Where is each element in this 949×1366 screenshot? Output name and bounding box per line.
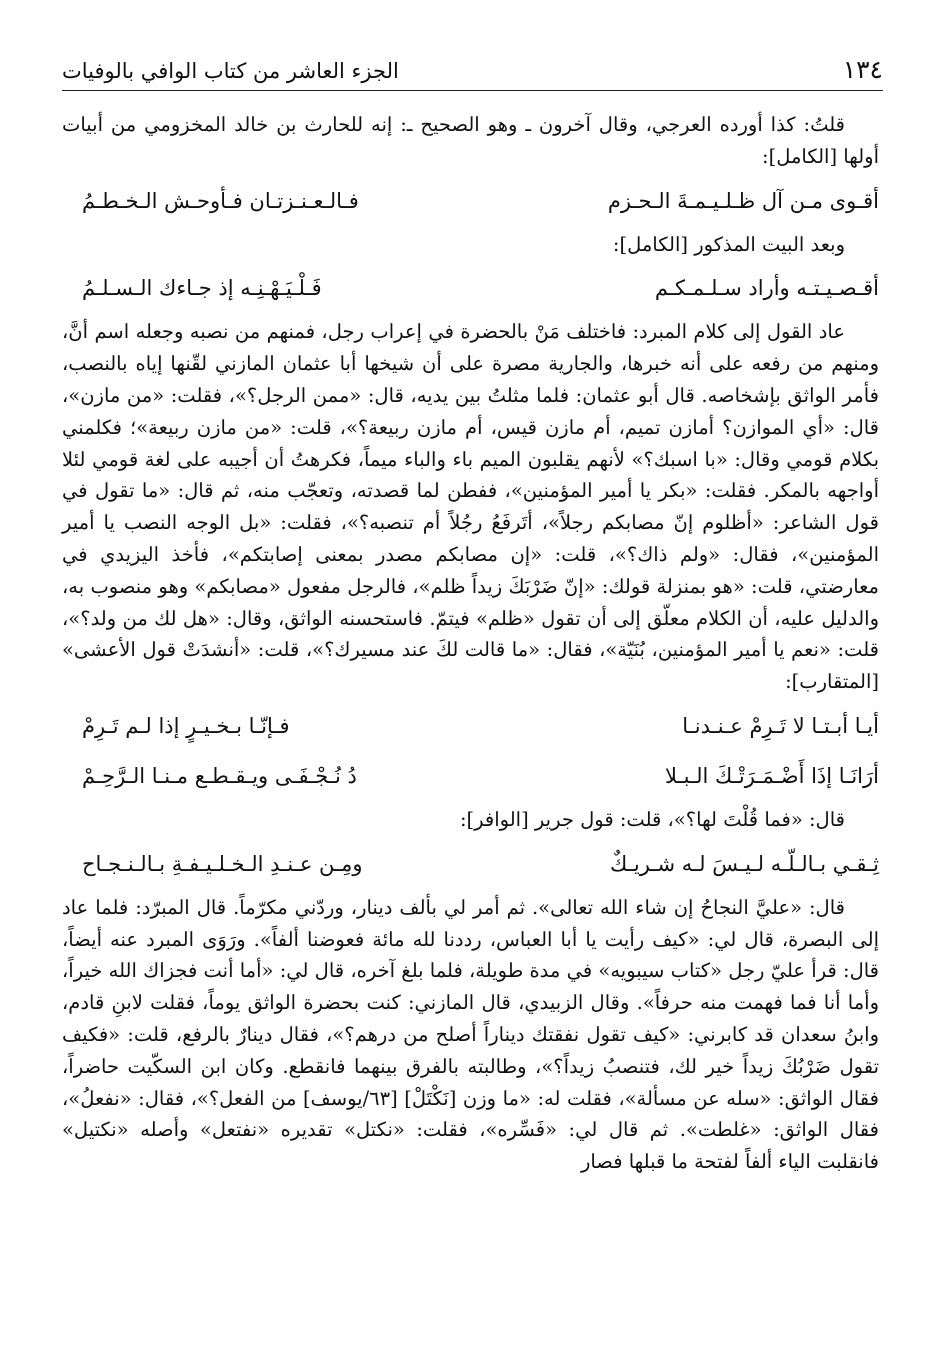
verse-5-second-hemistich: ومِـن عـنـدِ الـخـلـيـفـةِ بـالـنـجـاح <box>82 851 363 876</box>
verse-3-second-hemistich: فـإنّـا بـخـيـرٍ إذا لـم تَـرِمْ <box>82 713 290 738</box>
page-number: ١٣٤ <box>842 55 883 84</box>
paragraph-2: وبعد البيت المذكور [الكامل]: <box>612 232 845 256</box>
verse-1 <box>62 179 879 223</box>
paragraph-5: قال: «عليَّ النجاحُ إن شاء الله تعالى». ثم أمر لي بألف دينار، وردّني مكرّماً. قال المبرّد: فلما عاد إلى البصرة، قال لي: «كيف رأيت يا أبا العباس، رددنا لله مائة فعوضنا ألفاً». ورَوَى المبرد عنه أيضاً، قال: قرأ عليّ رجل «كتاب سيبويه» في مدة طويلة، فلما بلغ آخره، قال لي: «أما أنت فجزاك الله خيراً، وأما أنا فما فهمت منه حرفاً». وقال الزبيدي، قال المازني: كنت بحضرة الواثق يوماً، فقلت لابنِ قادم، وابنُ سعدان قد كابرني: «كيف تقول نفقتك ديناراً أصلح من درهم؟»، فقال دينارٌ بالرفع، قلت: «فكيف تقول ضَرْبُكَ زيداً خير لك، فتنصبُ زيداً؟»، وطالبته بالفرق بينهما فانقطع. وكان ابن السكّيت حاضراً، فقال الواثق: «سله عن مسألة»، فقلت له: «ما وزن [نَكْتَلْ] [٦٣/يوسف] من الفعل؟»، فقال: «نفعلُ»، فقال الواثق: «غلطت». ثم قال لي: «فَسِّره»، فقلت: «نكتل» تقديره «نفتعل» وأصله «نكتيل» فانقلبت الياء ألفاً لفتحة ما قبلها فصار <box>62 895 879 1174</box>
verse-3 <box>62 704 879 748</box>
verse-4-first-hemistich: أرَانَـا إذَا أَضْـمَـرَتْـكَ الـبـلا <box>664 763 879 788</box>
verse-3-first-hemistich: أيـا أبـتـا لا تَـرِمْ عـنـدنـا <box>682 713 879 738</box>
verse-1-second-hemistich: فـالـعـنـزتـان فـأوحـش الـخـطـمُ <box>82 188 359 213</box>
verse-1-first-hemistich: أقـوى مـن آل ظـلـيـمـةَ الـحـزم <box>607 188 879 213</box>
verse-4-second-hemistich: دُ نُـجْـفَـى ويـقـطـع مـنـا الـرَّحِـمْ <box>82 763 357 788</box>
page-header <box>62 56 883 91</box>
paragraph-4: قال: «فما قُلْتَ لها؟»، قلت: قول جرير [الوافر]: <box>459 807 845 831</box>
paragraph-1: قلتُ: كذا أورده العرجي، وقال آخرون ـ وهو الصحيح ـ: إنه للحارث بن خالد المخزومي من أبيات أولها [الكامل]: <box>62 113 879 168</box>
running-title: الجزء العاشر من كتاب الوافي بالوفيات <box>62 59 399 83</box>
verse-4 <box>62 754 879 798</box>
verse-5-first-hemistich: ثِـقـي بـالـلّـه لـيـسَ لـه شـريـكٌ <box>610 851 879 876</box>
verse-2-first-hemistich: أقـصـيـتـه وأراد سـلـمـكـم <box>654 276 879 301</box>
paragraph-3: عاد القول إلى كلام المبرد: فاختلف مَنْ بالحضرة في إعراب رجل، فمنهم من نصبه وجعله اسم أنَّ، ومنهم من رفعه على أنه خبرها، والجارية مصرة على أن شيخها أبا عثمان المازني لقّنها إياه بالنصب، فأمر الواثق بإشخاصه. قال أبو عثمان: فلما مثلتُ بين يديه، قال: «ممن الرجل؟»، فقلت: «من مازن»، قال: «أي الموازن؟ أمازن تميم، أم مازن قيس، أم مازن ربيعة؟»، قلت: «من مازن ربيعة»؛ فكلمني بكلام قومي وقال: «با اسبك؟» لأنهم يقلبون الميم باء والباء ميماً، فكرهتُ أن أجيبه على لغة قومي لئلا أواجهه بالمكر. فقلت: «بكر يا أمير المؤمنين»، ففطن لما قصدته، وتعجّب منه، ثم قال: «ما تقول في قول الشاعر: «أظلوم إنّ مصابكم رجلاً»، أتَرفَعُ رجُلاً أم تنصبه؟»، فقلت: «بل الوجه النصب يا أمير المؤمنين»، فقال: «ولم ذاك؟»، قلت: «إن مصابكم مصدر بمعنى إصابتكم»، فأخذ اليزيدي في معارضتي، قلت: «هو بمنزلة قولك: «إنّ ضَرْبَكَ زيداً ظلم»، فالرجل مفعول «مصابكم» وهو منصوب به، والدليل عليه، أن الكلام معلّق إلى أن تقول «ظلم» فيتمّ. فاستحسنه الواثق، وقال: «هل لك من ولد؟»، قلت: «نعم يا أمير المؤمنين، بُنَيّة»، فقال: «ما قالت لكَ عند مسيرك؟»، قلت: «أنشدَتْ قول الأعشى» [المتقارب]: <box>62 320 879 694</box>
verse-2 <box>62 266 879 310</box>
verse-5 <box>62 842 879 886</box>
page-body <box>62 109 879 1178</box>
verse-2-second-hemistich: فَـلْـيَـهْـنِـه إذ جـاءك الـسـلـمُ <box>82 276 322 301</box>
